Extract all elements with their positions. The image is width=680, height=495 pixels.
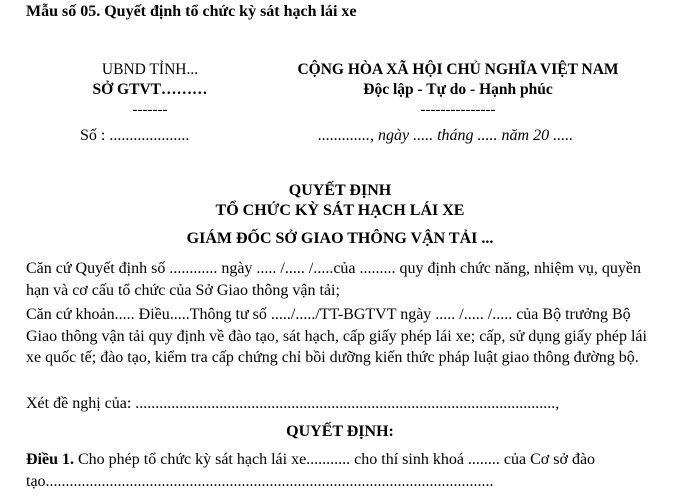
province-committee: UBND TỈNH... <box>101 61 199 78</box>
article-1-label: Điều 1. <box>26 451 74 468</box>
decision-subtitle: TỔ CHỨC KỲ SÁT HẠCH LÁI XE <box>215 202 465 219</box>
article-1 <box>26 449 654 492</box>
decision-heading: QUYẾT ĐỊNH: <box>286 423 394 440</box>
national-motto: Độc lập - Tự do - Hạnh phúc <box>363 81 553 98</box>
header-left-divider: ------- <box>132 102 168 118</box>
header-right <box>280 60 636 120</box>
decision-authority: GIÁM ĐỐC SỞ GIAO THÔNG VẬN TẢI ... <box>186 230 494 247</box>
legal-basis-paragraph-2: Căn cứ khoản..... Điều.....Thông tư số ...../...../TT-BGTVT ngày ..... /..... /..... của Bộ trưởng Bộ Giao thông vận tải quy định về đào tạo, sát hạch, cấp giấy phép lái xe; cấp, sử dụng giấy phép lái xe quốc tế; đào tạo, kiểm tra cấp chứng chỉ bồi dưỡng kiến thức pháp luật giao thông đường bộ. <box>26 306 647 366</box>
header-left <box>40 60 260 120</box>
national-title: CỘNG HÒA XÃ HỘI CHỦ NGHĨA VIỆT NAM <box>297 61 619 78</box>
article-1-text: Cho phép tổ chức kỳ sát hạch lái xe........... cho thí sinh khoá ........ của Cơ sở đào tạo................................................................................................................ <box>26 451 596 490</box>
header-right-divider: --------------- <box>420 102 496 118</box>
proposal-line: Xét đề nghị của: ........................................................................................................., <box>26 395 560 412</box>
document-number: Số : .................... <box>80 127 190 144</box>
department-name: SỞ GTVT……… <box>92 81 208 98</box>
form-title: Mẫu số 05. Quyết định tổ chức kỳ sát hạch lái xe <box>26 3 357 20</box>
date-line: ............., ngày ..... tháng ..... năm 20 ..... <box>318 127 574 144</box>
decision-title: QUYẾT ĐỊNH <box>288 182 392 199</box>
legal-basis-paragraph-1: Căn cứ Quyết định số ............ ngày ..... /..... /.....của ......... quy định chức năng, nhiệm vụ, quyền hạn và cơ cấu tổ chức của Sở Giao thông vận tải; <box>26 260 642 299</box>
